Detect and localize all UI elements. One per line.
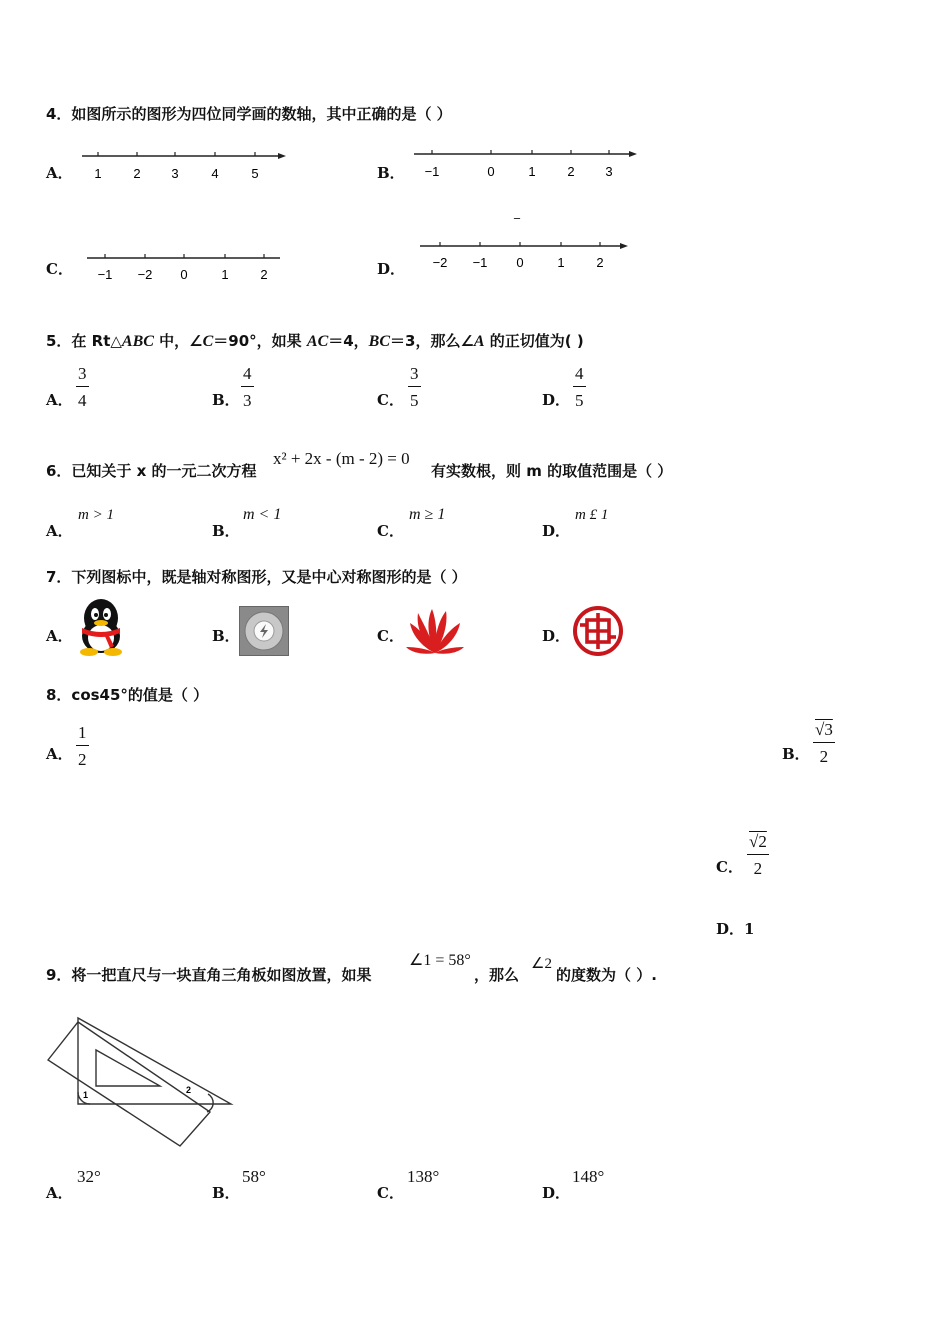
q4d-tick-2: 0 (516, 255, 524, 270)
stray-mark: _ (514, 205, 520, 219)
q4-number-line-a (80, 145, 290, 185)
q4b-tick-2: 1 (528, 164, 536, 179)
q9-option-a-value: 32° (77, 1167, 101, 1186)
q9-option-b-label: B． (212, 1184, 240, 1202)
q9-condition: ∠1 = 58° (409, 952, 471, 969)
q6-option-c-label: C． (377, 522, 404, 540)
q9-option-d-label: D． (542, 1184, 571, 1202)
q8-option-a-fraction: 1 2 (78, 723, 87, 769)
q4-option-a-label: A． (46, 164, 73, 182)
q4a-tick-1: 2 (133, 166, 141, 181)
q4d-tick-4: 2 (596, 255, 604, 270)
petal-logo-icon (404, 603, 466, 659)
q9-option-a-label: A． (46, 1184, 73, 1202)
q6-option-c-expr: m ≥ 1 (409, 506, 446, 523)
figure-label-1: 1 (83, 1090, 89, 1100)
q4-text: 4．如图所示的图形为四位同学画的数轴，其中正确的是（ ） (46, 105, 452, 123)
q9-text-prefix: 9．将一把直尺与一块直角三角板如图放置，如果 (46, 966, 372, 984)
q6-option-a-label: A． (46, 522, 73, 540)
q5-option-d-fraction: 4 5 (575, 364, 584, 410)
q4a-tick-3: 4 (211, 166, 219, 181)
q8-option-b-fraction: √3 2 (815, 720, 833, 766)
q7-option-a-label: A． (46, 627, 73, 645)
q8-option-d: D．1 (716, 920, 755, 938)
penguin-icon (74, 596, 128, 656)
q6-option-d-label: D． (542, 522, 571, 540)
q4-option-b-label: B． (377, 164, 405, 182)
q8-text: 8．cos45°的值是（ ） (46, 686, 209, 704)
q6-option-b-label: B． (212, 522, 240, 540)
q9-text-suffix: 的度数为（ ）. (556, 966, 657, 984)
q9-text-mid: ，那么 (474, 966, 520, 984)
q4-option-d-label: D． (377, 260, 406, 278)
q7-option-d-label: D． (542, 627, 571, 645)
q8-option-b-label: B． (782, 745, 810, 763)
q4c-tick-2: 0 (180, 267, 188, 282)
q6-text-prefix: 6．已知关于 x 的一元二次方程 (46, 462, 257, 480)
ruler-triangle-figure (44, 1012, 239, 1150)
q4b-tick-0: −1 (424, 164, 440, 179)
q7-option-b-label: B． (212, 627, 240, 645)
q4-number-line-b (412, 144, 642, 184)
figure-label-2: 2 (186, 1085, 192, 1095)
q5-text: 5．在 Rt△ABC 中，∠C＝90°，如果 AC＝4，BC＝3，那么∠A 的正切值为( ) (46, 332, 584, 350)
q5-option-d-label: D． (542, 391, 571, 409)
q4a-tick-2: 3 (171, 166, 179, 181)
q9-option-c-label: C． (377, 1184, 404, 1202)
q8-option-a-label: A． (46, 745, 73, 763)
q6-option-d-expr: m £ 1 (575, 507, 609, 523)
gray-disc-icon (239, 606, 291, 658)
q5-option-c-fraction: 3 5 (410, 364, 419, 410)
q4d-tick-1: −1 (472, 255, 488, 270)
q4c-tick-4: 2 (260, 267, 268, 282)
q4c-tick-1: −2 (137, 267, 153, 282)
q5-option-b-fraction: 4 3 (243, 364, 252, 410)
q4d-tick-3: 1 (557, 255, 565, 270)
q5-option-b-label: B． (212, 391, 240, 409)
q4c-tick-3: 1 (221, 267, 229, 282)
q4-number-line-d (418, 236, 633, 276)
q4a-tick-0: 1 (94, 166, 102, 181)
q4b-tick-3: 2 (567, 164, 575, 179)
q8-option-c-label: C． (716, 858, 743, 876)
q6-option-b-expr: m < 1 (243, 506, 282, 523)
q5-option-c-label: C． (377, 391, 404, 409)
q7-text: 7．下列图标中，既是轴对称图形，又是中心对称图形的是（ ） (46, 568, 467, 586)
q9-option-d-value: 148° (572, 1167, 605, 1186)
q4b-tick-4: 3 (605, 164, 613, 179)
q9-option-b-value: 58° (242, 1167, 266, 1186)
q6-equation: x² + 2x - (m - 2) = 0 (273, 449, 410, 468)
q4-option-c-label: C． (46, 260, 73, 278)
q4-number-line-c (85, 248, 285, 286)
q4a-tick-4: 5 (251, 166, 259, 181)
q6-option-a-expr: m > 1 (78, 507, 114, 523)
q6-text-suffix: 有实数根，则 m 的取值范围是（ ） (431, 462, 673, 480)
q5-option-a-fraction: 3 4 (78, 364, 87, 410)
bank-logo-icon (572, 605, 626, 659)
q4d-tick-0: −2 (432, 255, 448, 270)
q9-option-c-value: 138° (407, 1167, 440, 1186)
q4c-tick-0: −1 (97, 267, 113, 282)
q9-angle2: ∠2 (531, 956, 552, 972)
q5-option-a-label: A． (46, 391, 73, 409)
q4b-tick-1: 0 (487, 164, 495, 179)
q8-option-c-fraction: √2 2 (749, 832, 767, 878)
q7-option-c-label: C． (377, 627, 404, 645)
